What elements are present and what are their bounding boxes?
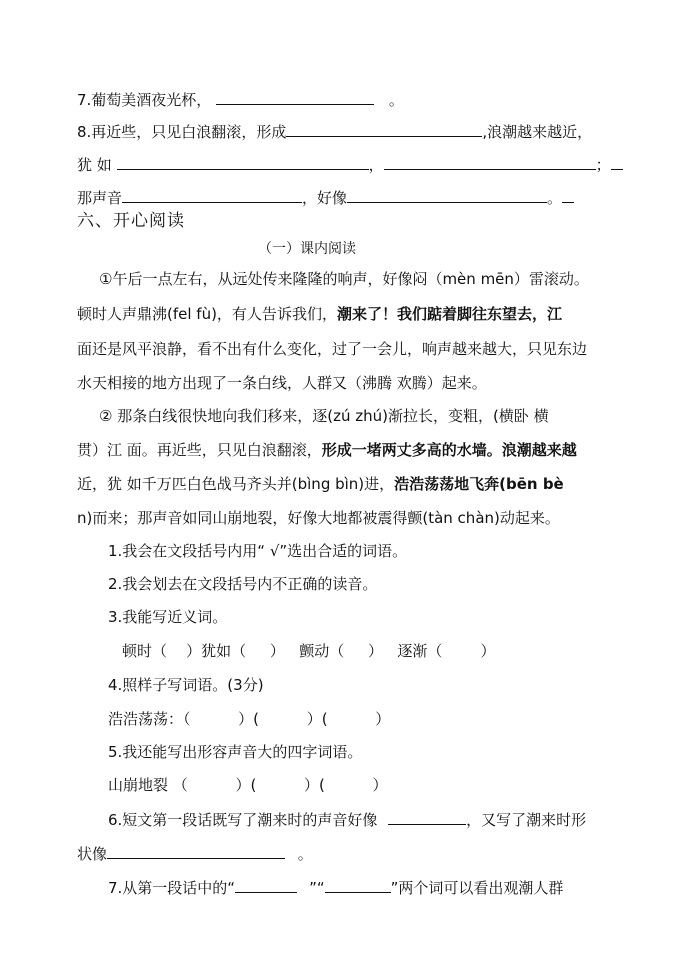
question-6-blank-2[interactable] xyxy=(107,842,285,859)
question-3-items[interactable]: 顿时（ ）犹如（ ） 颤动（ ） 逐渐（ ） xyxy=(122,642,496,660)
question-6-line2-suffix: 。 xyxy=(297,845,313,863)
passage-p2-line4: n)而来；那声音如同山崩地裂，好像大地都被震得颤(tàn chàn)动起来。 xyxy=(77,509,560,527)
question-5-example[interactable]: 山崩地裂 （ ）( ）( ） xyxy=(108,776,388,794)
fill-q8-blank-6[interactable] xyxy=(347,186,547,203)
passage-p2-line2 xyxy=(77,439,577,461)
passage-p2-line2a: 贯）江 面。再近些，只见白浪翻滚， xyxy=(77,441,322,459)
fill-q8-line1 xyxy=(77,120,592,143)
fill-q7-blank[interactable] xyxy=(216,88,374,105)
question-6-line2 xyxy=(77,842,313,865)
question-4-example[interactable]: 浩浩荡荡：（ ）( ）( ） xyxy=(108,710,391,728)
question-7c: ”两个词可以看出观潮人群 xyxy=(390,879,564,897)
fill-q7-suffix: 。 xyxy=(388,91,404,109)
fill-q7-line xyxy=(77,88,404,111)
passage-p1-line3: 面还是风平浪静，看不出有什么变化，过了一会儿，响声越来越大，只见东边 xyxy=(77,340,588,358)
question-6a: 6.短文第一段话既写了潮来时的声音好像 xyxy=(108,811,378,829)
question-4: 4.照样子写词语。(3分) xyxy=(108,676,264,694)
question-6-line2-prefix: 状像 xyxy=(77,845,108,863)
passage-p2-line1: ② 那条白线很快地向我们移来，逐(zú zhú)渐拉长，变粗，(横卧 横 xyxy=(99,407,549,425)
question-6b: ，又写了潮来时形 xyxy=(466,811,587,829)
passage-p1-line4: 水天相接的地方出现了一条白线，人群又（沸腾 欢腾）起来。 xyxy=(77,374,487,392)
section-title: 六、开心阅读 xyxy=(77,211,185,231)
passage-p2-line3a: 近，犹 如千万匹白色战马齐头并(bìng bìn)进， xyxy=(77,475,395,493)
fill-q8-line3-suffix: 。 xyxy=(547,189,563,207)
fill-q8-blank-1[interactable] xyxy=(286,120,482,137)
question-6-blank-1[interactable] xyxy=(388,808,466,825)
fill-q8-line3-prefix: 那声音 xyxy=(77,189,123,207)
fill-q8-line2-comma: ， xyxy=(368,156,384,174)
passage-p2-line3b: 浩浩荡荡地飞奔(bēn bè xyxy=(394,475,564,493)
fill-q8-prefix: 8.再近些，只见白浪翻滚，形成 xyxy=(77,123,287,141)
fill-q8-line3-mid: ，好像 xyxy=(302,189,348,207)
fill-q8-blank-2[interactable] xyxy=(117,153,369,170)
fill-q8-blank-5[interactable] xyxy=(122,186,302,203)
question-7a: 7.从第一段话中的“ xyxy=(108,879,236,897)
question-5: 5.我还能写出形容声音大的四字词语。 xyxy=(108,743,363,761)
passage-p2-line2b: 形成一堵两丈多高的水墙。浪潮越来越 xyxy=(321,441,577,459)
fill-q8-line2-semi: ； xyxy=(595,156,611,174)
fill-q8-line3 xyxy=(77,186,574,209)
question-6-line1 xyxy=(108,808,586,831)
question-7-blank-2[interactable] xyxy=(325,876,391,893)
question-1: 1.我会在文段括号内用“ √”选出合适的词语。 xyxy=(108,542,408,560)
fill-q7-prefix: 7.葡萄美酒夜光杯， xyxy=(77,91,212,109)
passage-p1-line2 xyxy=(77,303,562,325)
passage-p1-line2b: 潮来了！我们踮着脚往东望去，江 xyxy=(336,305,562,323)
passage-p1-line1: ①午后一点左右，从远处传来隆隆的响声，好像闷（mèn mēn）雷滚动。 xyxy=(99,270,589,288)
question-3: 3.我能写近义词。 xyxy=(108,608,228,626)
question-2: 2.我会划去在文段括号内不正确的读音。 xyxy=(108,575,378,593)
fill-q8-line2 xyxy=(77,153,623,176)
question-7-line xyxy=(108,876,563,899)
fill-q8-line2-prefix: 犹 如 xyxy=(77,156,112,174)
passage-p2-line3 xyxy=(77,473,564,495)
passage-p1-line2a: 顿时人声鼎沸(fel fù)，有人告诉我们， xyxy=(77,305,337,323)
fill-q8-mid: ,浪潮越来越近， xyxy=(482,123,593,141)
fill-q8-blank-7[interactable] xyxy=(562,186,574,203)
fill-q8-blank-4[interactable] xyxy=(611,153,623,170)
question-7b: ”“ xyxy=(309,879,325,897)
question-7-blank-1[interactable] xyxy=(235,876,297,893)
fill-q8-blank-3[interactable] xyxy=(384,153,596,170)
section-subtitle: （一）课内阅读 xyxy=(258,241,356,257)
